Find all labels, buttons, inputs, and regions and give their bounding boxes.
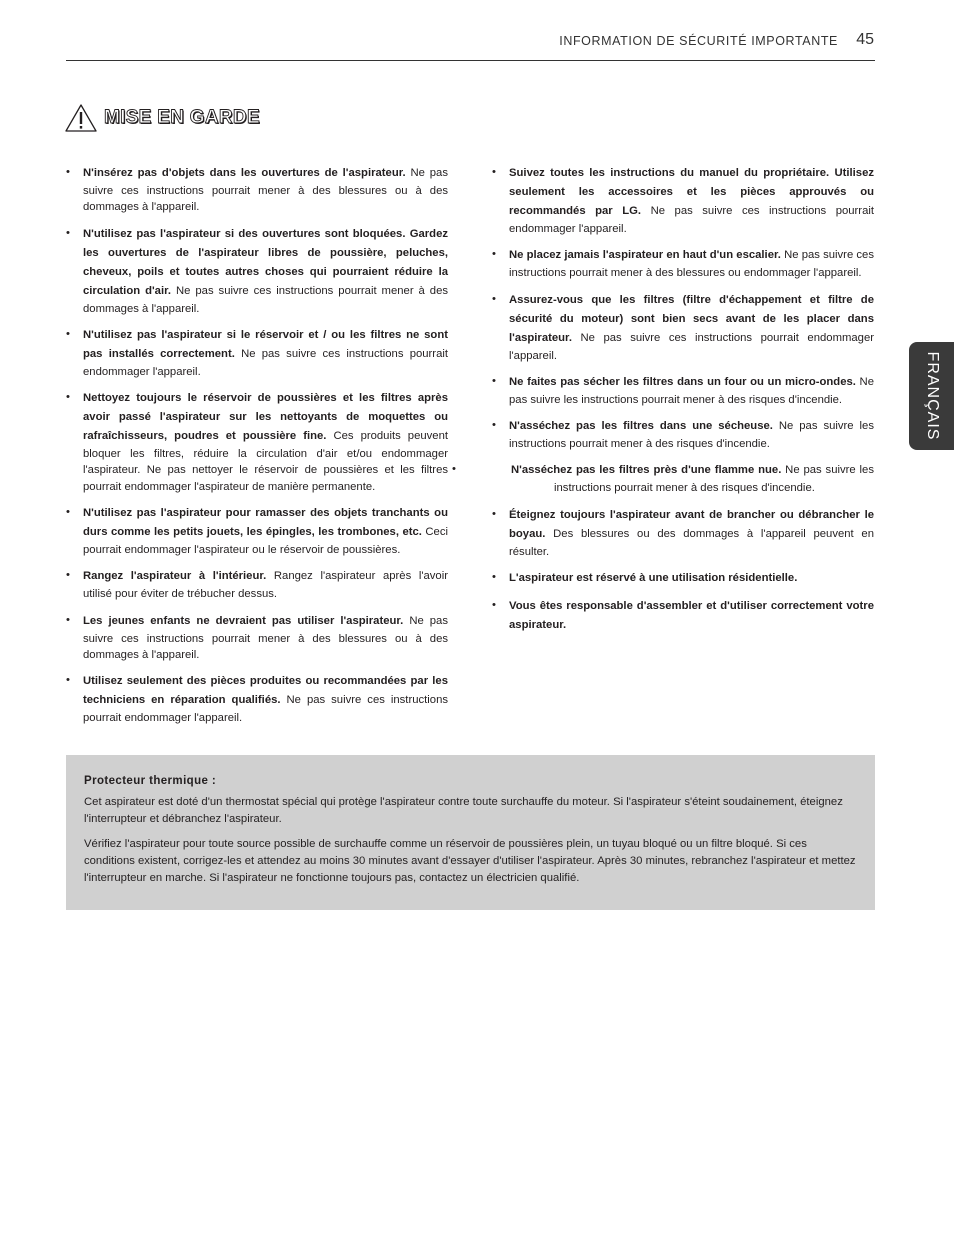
list-item: • L'aspirateur est réservé à une utilisation résidentielle. <box>492 569 874 588</box>
list-item: • Ne faites pas sécher les filtres dans un four ou un micro-ondes. Ne pas suivre les instructions pourrait mener à des risques d'incendie. <box>492 373 874 408</box>
list-item: • Ne placez jamais l'aspirateur en haut d'un escalier. Ne pas suivre ces instructions pourrait mener à des blessures ou endommager l'appareil. <box>492 246 874 281</box>
section-title: INFORMATION DE SÉCURITÉ IMPORTANTE <box>559 34 838 48</box>
list-item: • Assurez-vous que les filtres (filtre d'échappement et filtre de sécurité du moteur) sont bien secs avant de les placer dans l'aspirateur. Ne pas suivre ces instructions pourrait endommager l'appareil. <box>492 291 874 364</box>
note-paragraph: Cet aspirateur est doté d'un thermostat spécial qui protège l'aspirateur contre toute surchauffe du moteur. Si l'aspirateur s'éteint soudainement, éteignez l'interrupteur et débranchez l'aspirateur. <box>84 796 843 825</box>
warning-triangle-icon <box>64 103 98 133</box>
list-item: • Éteignez toujours l'aspirateur avant de brancher ou débrancher le boyau. Des blessures ou des dommages à l'appareil peuvent en résulter. <box>492 506 874 560</box>
list-item: • N'utilisez pas l'aspirateur si des ouvertures sont bloquées. Gardez les ouvertures de l'aspirateur libres de poussière, peluches, cheveux, poils et toutes autres choses qui pourraient réduire la circulation d'air. Ne pas suivre ces instructions pourrait mener à des dommages à l'appareil. <box>66 225 448 317</box>
language-tab <box>909 342 954 450</box>
list-item: • N'insérez pas d'objets dans les ouvertures de l'aspirateur. Ne pas suivre ces instructions pourrait mener à des blessures ou à des dommages à l'appareil. <box>66 164 448 216</box>
list-item: • N'utilisez pas l'aspirateur pour ramasser des objets tranchants ou durs comme les petits jouets, les épingles, les trombones, etc. Ceci pourrait endommager l'aspirateur ou le réservoir de poussières. <box>66 504 448 558</box>
safety-list-right <box>492 164 874 644</box>
list-item: • Rangez l'aspirateur à l'intérieur. Rangez l'aspirateur après l'avoir utilisé pour éviter de trébucher dessus. <box>66 567 448 602</box>
list-item: • Suivez toutes les instructions du manuel du propriétaire. Utilisez seulement les accessoires et les pièces approuvés ou recommandés par LG. Ne pas suivre ces instructions pourrait endommager l'appareil. <box>492 164 874 237</box>
page-number: 45 <box>856 31 874 48</box>
list-item: • N'asséchez pas les filtres dans une sécheuse. Ne pas suivre les instructions pourrait mener à des risques d'incendie. <box>492 417 874 452</box>
list-item: • N'utilisez pas l'aspirateur si le réservoir et / ou les filtres ne sont pas installés correctement. Ne pas suivre ces instructions pourrait endommager l'appareil. <box>66 326 448 380</box>
list-item: • Utilisez seulement des pièces produites ou recommandées par les techniciens en réparation qualifiés. Ne pas suivre ces instructions pourrait endommager l'appareil. <box>66 672 448 726</box>
safety-list-left <box>66 164 448 736</box>
list-item: • Nettoyez toujours le réservoir de poussières et les filtres après avoir passé l'aspirateur sur les nettoyants de moquettes ou rafraîchisseurs, poudres et poussière fine. Ces produits peuvent bloquer les filtres, réduire la circulation d'air et/ou endommager l'aspirateur. Ne pas nettoyer le réservoir de poussières et les filtres pourrait endommager l'aspirateur de manière permanente. <box>66 389 448 495</box>
list-item: • Vous êtes responsable d'assembler et d'utiliser correctement votre aspirateur. <box>492 597 874 635</box>
thermal-protector-note <box>66 755 875 910</box>
note-title: Protecteur thermique : <box>84 775 217 787</box>
note-paragraph: Vérifiez l'aspirateur pour toute source possible de surchauffe comme un réservoir de poussières plein, un tuyau bloqué ou un filtre bloqué. Si ces conditions existent, corrigez-les et attendez au moins 30 minutes avant d'essayer d'utiliser l'aspirateur. Après 30 minutes, rebranchez l'aspirateur et mettez l'interrupteur en marche. Si l'aspirateur ne fonctionne toujours pas, contactez un électricien qualifié. <box>84 838 856 884</box>
header-divider <box>66 60 875 61</box>
list-item: • Les jeunes enfants ne devraient pas utiliser l'aspirateur. Ne pas suivre ces instructions pourrait mener à des blessures ou à des dommages à l'appareil. <box>66 612 448 664</box>
list-item: • N'asséchez pas les filtres près d'une flamme nue. Ne pas suivre les instructions pourrait mener à des risques d'incendie. <box>492 461 874 496</box>
warning-heading <box>64 103 260 133</box>
language-tab-label: FRANÇAIS <box>923 351 941 441</box>
warning-title: MISE EN GARDE <box>104 107 260 128</box>
